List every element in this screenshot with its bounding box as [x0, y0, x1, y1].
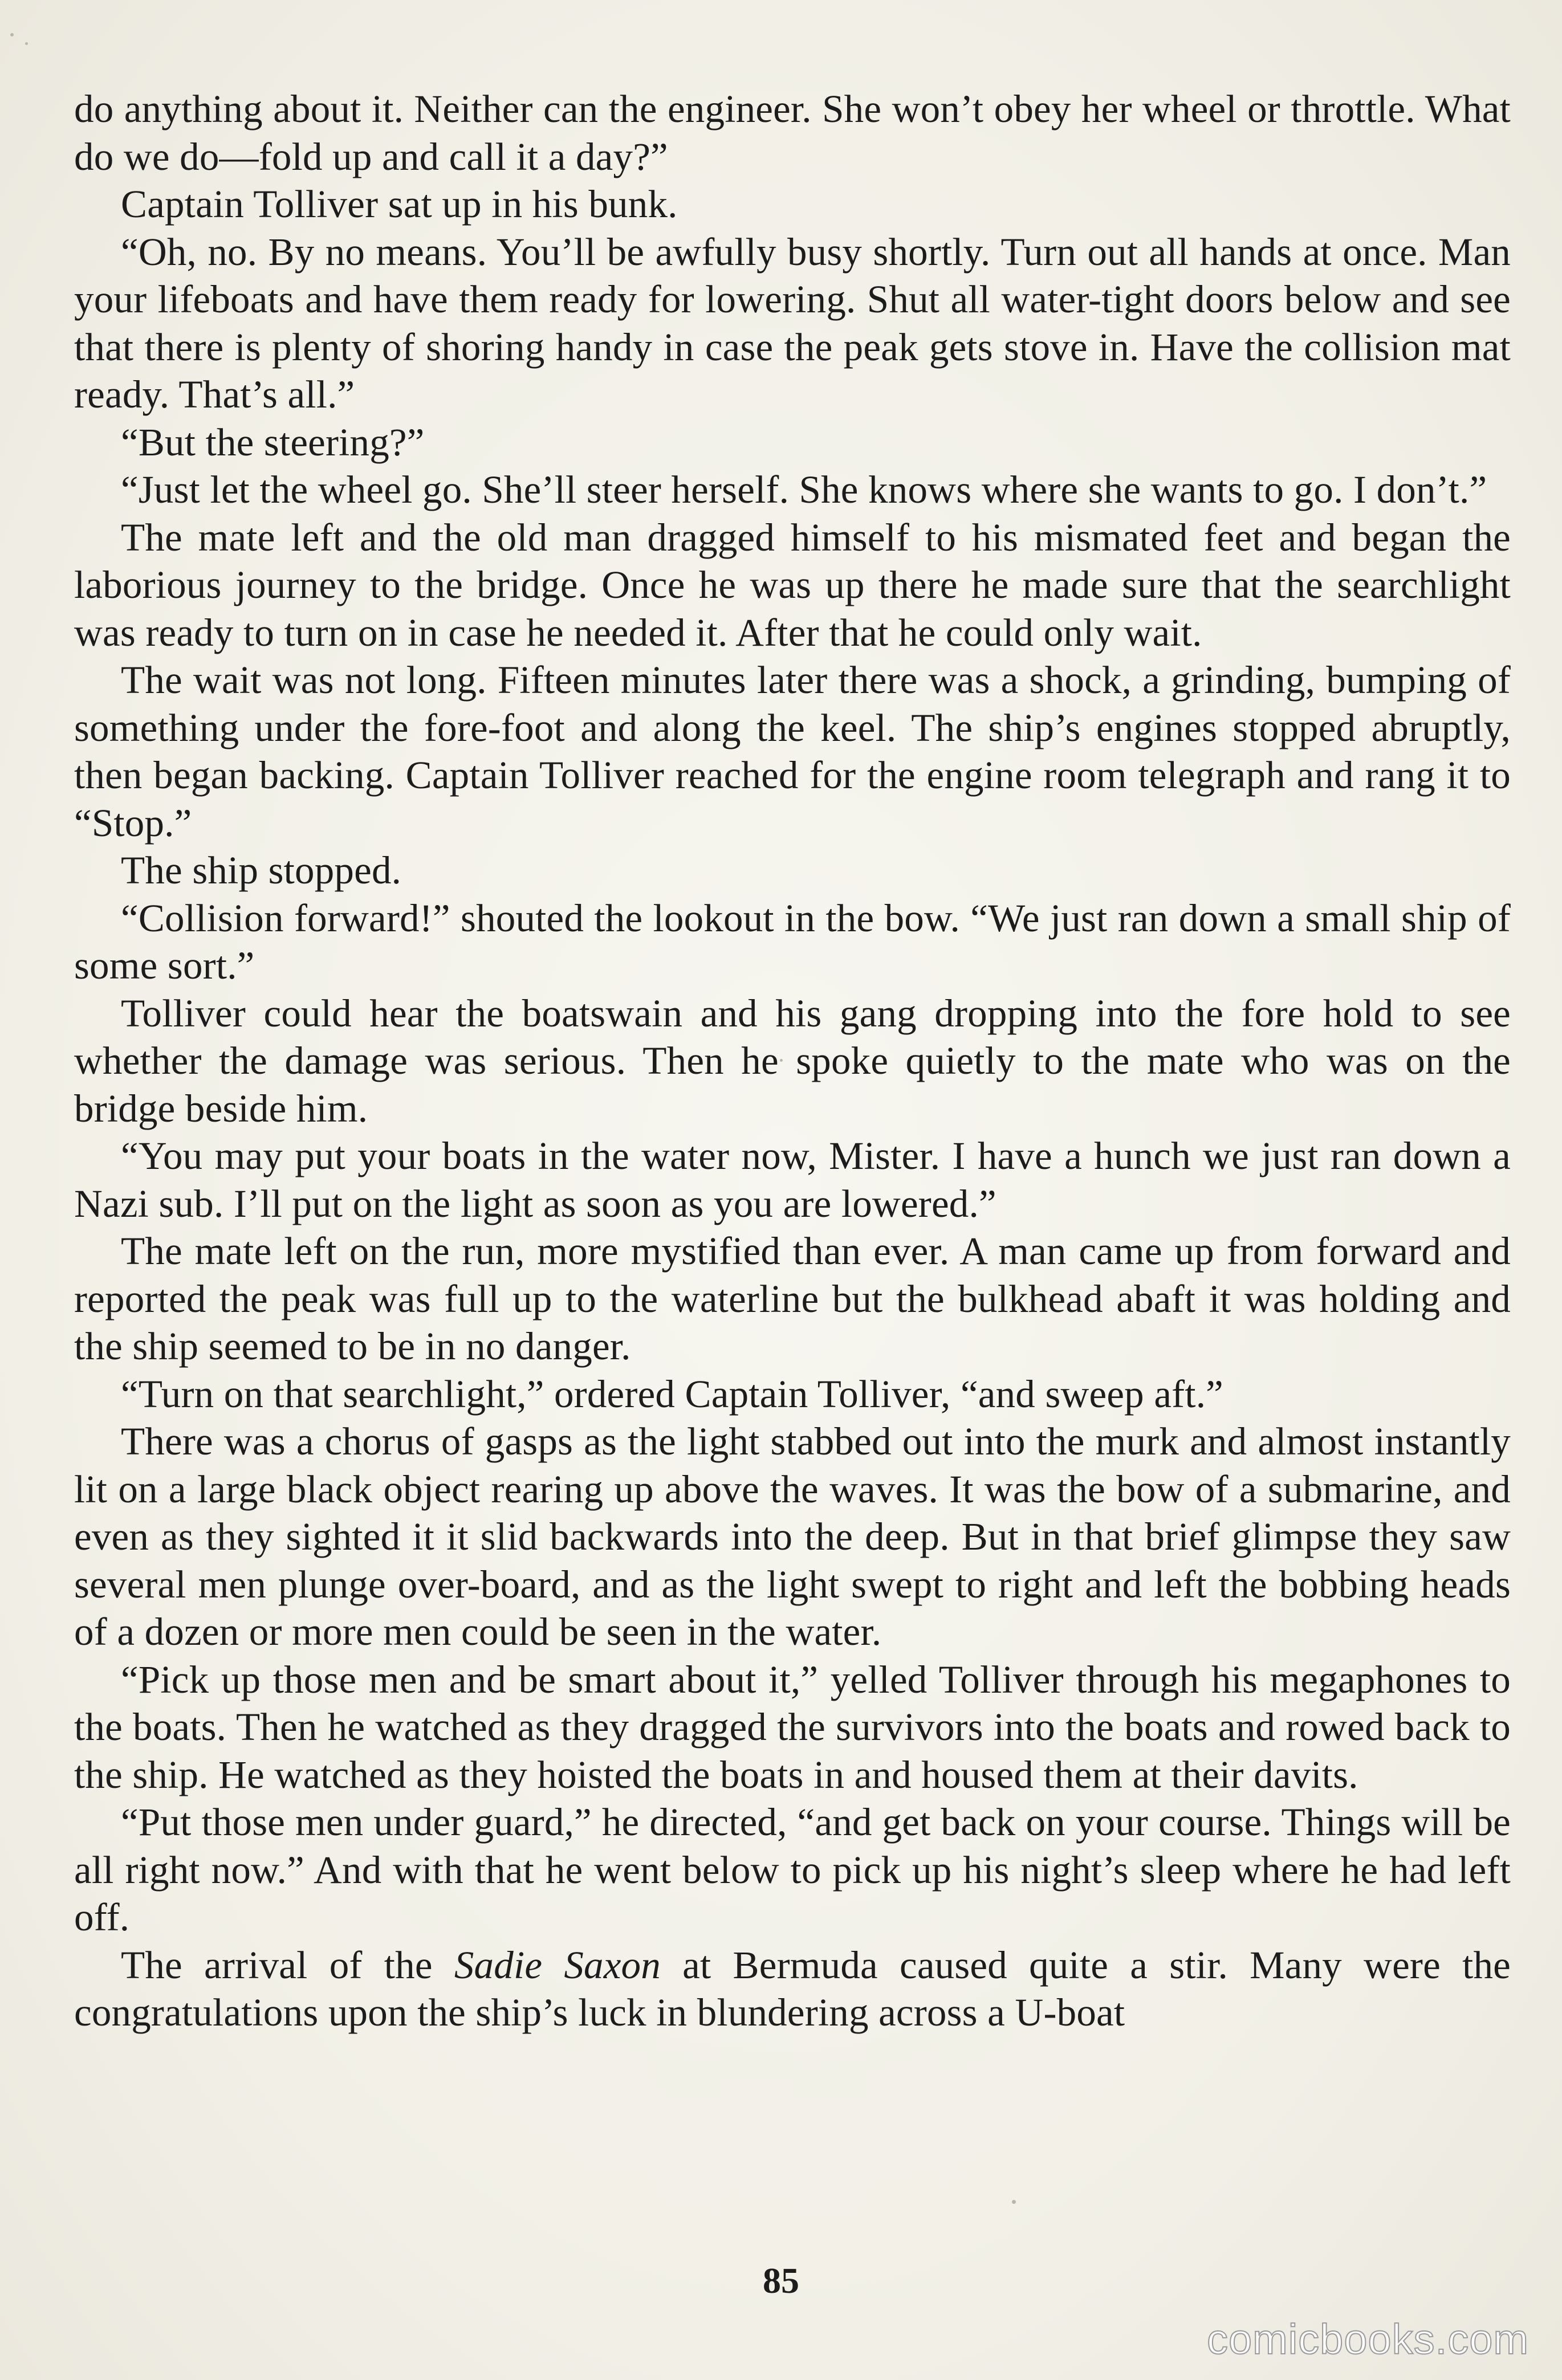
paragraph: There was a chorus of gasps as the light stabbed out into the murk and almost instantly lit on a large black object rearing up above the waves. It was the bow of a submarine, and even as they sighted it it slid backwards into the deep. But in that brief glimpse they saw several men plunge over-board, and as the light swept to right and left the bobbing heads of a dozen or more men could be seen in the water. — [74, 1420, 1511, 1653]
story-text — [74, 85, 1511, 2037]
ink-speck — [10, 33, 14, 36]
paragraph: The mate left on the run, more mystified than ever. A man came up from forward and reported the peak was full up to the waterline but the bulkhead abaft it was holding and the ship seemed to be in no danger. — [74, 1229, 1511, 1368]
paragraph: “Collision forward!” shouted the lookout in the bow. “We just ran down a small ship of some sort.” — [74, 896, 1511, 987]
paragraph-text: The arrival of the — [121, 1943, 454, 1987]
ship-name: Sadie Saxon — [454, 1943, 661, 1987]
paragraph: The wait was not long. Fifteen minutes later there was a shock, a grinding, bumping of something under the fore-foot and along the keel. The ship’s engines stopped abruptly, then began backing. Captain Tolliver reached for the engine room telegraph and rang it to “Stop.” — [74, 658, 1511, 845]
paragraph-text: at Bermuda caused quite a stir. Many were the congratulations upon the ship’s luck in blundering across a U-boat — [74, 1943, 1511, 2034]
paragraph: do anything about it. Neither can the engineer. She won’t obey her wheel or throttle. What do we do—fold up and call it a day?” — [74, 87, 1511, 178]
paragraph: “Pick up those men and be smart about it,” yelled Tolliver through his megaphones to the boats. Then he watched as they dragged the survivors into the boats and rowed back to the ship. He watched as they hoisted the boats in and housed them at their davits. — [74, 1657, 1511, 1796]
paragraph: “Put those men under guard,” he directed, “and get back on your course. Things will be all right now.” And with that he went below to pick up his night’s sleep where he had left off. — [74, 1800, 1511, 1939]
ink-speck — [25, 42, 28, 45]
paragraph: “But the steering?” — [121, 420, 425, 464]
paragraph-last — [74, 1942, 1511, 2037]
paragraph: The mate left and the old man dragged himself to his mismated feet and began the laborious journey to the bridge. Once he was up there he made sure that the searchlight was ready to turn on in case he needed it. After that he could only wait. — [74, 515, 1511, 654]
paragraph: Captain Tolliver sat up in his bunk. — [121, 182, 678, 226]
paragraph: Tolliver could hear the boatswain and his gang dropping into the fore hold to see whether the damage was serious. Then he spoke quietly to the mate who was on the bridge beside him. — [74, 991, 1511, 1130]
paragraph: “Turn on that searchlight,” ordered Captain Tolliver, “and sweep aft.” — [121, 1372, 1223, 1416]
paragraph: “Oh, no. By no means. You’ll be awfully busy shortly. Turn out all hands at once. Man your lifeboats and have them ready for lowering. Shut all water-tight doors below and see that there is plenty of shoring handy in case the peak gets stove in. Have the collision mat ready. That’s all.” — [74, 230, 1511, 416]
watermark: comicbooks.com — [1206, 2316, 1529, 2363]
paragraph: “You may put your boats in the water now, Mister. I have a hunch we just ran down a Nazi sub. I’ll put on the light as soon as you are lowered.” — [74, 1134, 1511, 1225]
paragraph: The ship stopped. — [121, 849, 402, 892]
ink-speck — [1012, 2200, 1016, 2204]
paragraph: “Just let the wheel go. She’ll steer herself. She knows where she wants to go. I don’t.” — [121, 468, 1487, 511]
page-number: 85 — [763, 2260, 799, 2301]
